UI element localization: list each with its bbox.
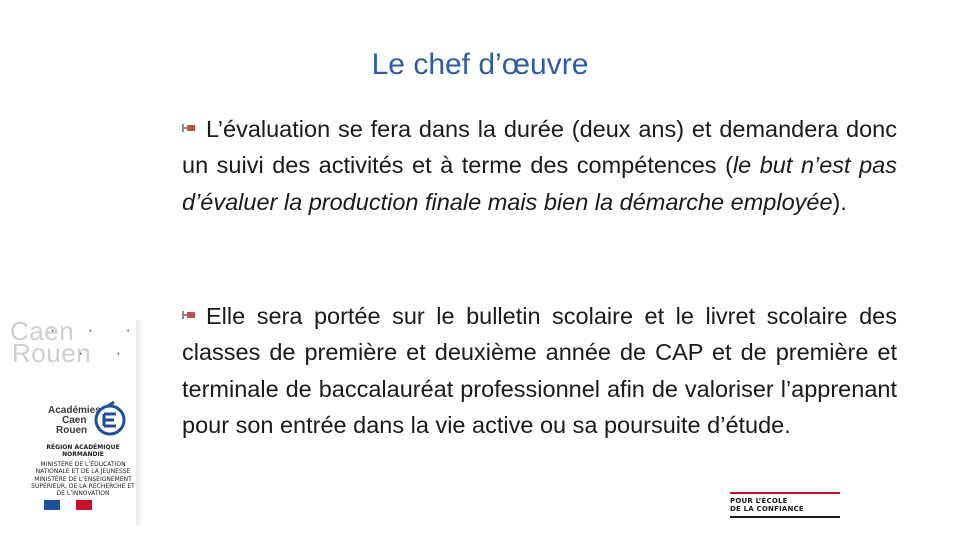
ecole-line2: DE LA CONFIANCE [730, 505, 804, 513]
region-ministry-text: RÉGION ACADÉMIQUE NORMANDIE MINISTÈRE DE L’ÉDUCATION NATIONALE ET DE LA JEUNESSE MINISTÈRE DE L’ENSEIGNEMENT SUPÉRIEUR, DE LA RECHERCHE ET DE L’INNOVATION [31, 444, 135, 497]
academies-text: Académies Caen Rouen [48, 405, 101, 436]
bullet-text-end: ). [832, 188, 847, 215]
rouen-text: Rouen [12, 338, 92, 368]
bullet-text: Elle sera portée sur le bulletin scolaire et le livret scolaire des classes de première et deuxième année de CAP et de première et terminale de baccalauréat professionnel afin de valoriser l’apprenant pour son entrée dans la vie active ou sa poursuite d’étude. [182, 303, 897, 439]
slide-title: Le chef d’œuvre [371, 48, 589, 81]
bullet-marker-icon [182, 308, 196, 322]
academies-logo [38, 400, 133, 450]
e-accent-logo-icon [92, 400, 128, 436]
ecole-line1: POUR L’ÉCOLE [730, 497, 788, 505]
bullet-evaluation [182, 111, 897, 220]
dots-decoration: · · · [50, 322, 145, 339]
bullet-text: L’évaluation se fera dans la durée (deux ans) et demandera donc un suivi des activités et à terme des compétences ( [182, 116, 897, 179]
logo-red-bar [730, 492, 840, 494]
republic-flag-icon [44, 500, 92, 510]
logo-black-bar [730, 516, 840, 518]
caen-text: Caen [10, 316, 75, 346]
bullet-marker-icon [182, 121, 196, 135]
ecole-confiance-logo [730, 492, 840, 520]
bullet-text-italic: le but n’est pas d’évaluer la production finale mais bien la démarche employée [182, 152, 897, 215]
bullet-bulletin [182, 298, 897, 444]
dots-decoration: · · [78, 345, 136, 362]
